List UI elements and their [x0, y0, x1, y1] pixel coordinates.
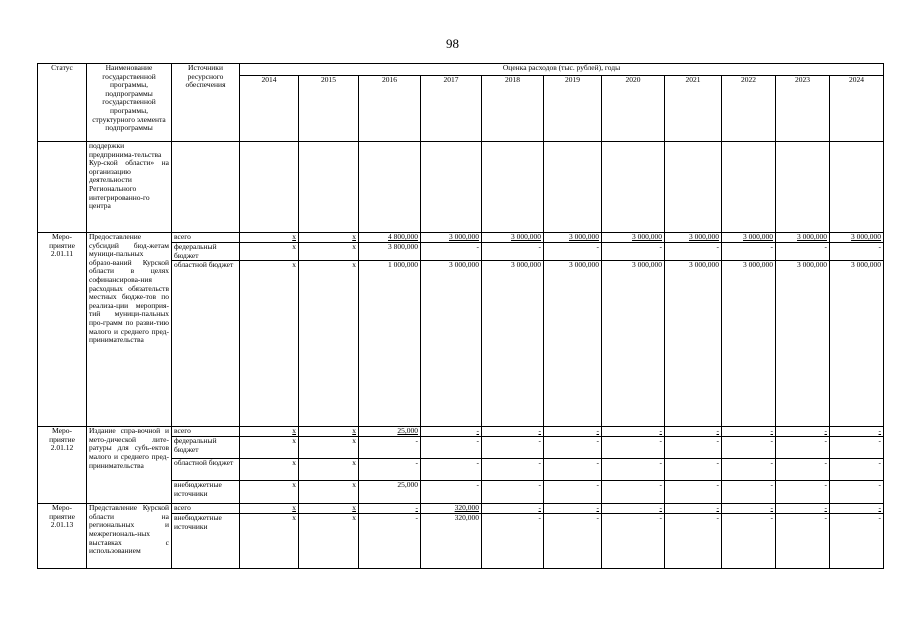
header-year-2024: 2024	[830, 76, 884, 142]
value-cell: 3 000,000	[776, 261, 830, 427]
value-cell: 3 000,000	[722, 261, 776, 427]
value-cell: -	[359, 504, 421, 514]
header-year-2022: 2022	[722, 76, 776, 142]
status-cell: Меро-приятие 2.01.13	[38, 504, 87, 569]
value-cell: x	[240, 243, 299, 261]
value-cell: x	[240, 437, 299, 459]
value-cell: -	[776, 427, 830, 437]
header-year-2018: 2018	[482, 76, 544, 142]
header-name: Наименование государственной программы, подпрограммы государственной программы, структурного элемента подпрограммы	[87, 64, 172, 142]
header-status: Статус	[38, 64, 87, 142]
value-cell: 3 000,000	[544, 233, 602, 243]
value-cell: -	[482, 481, 544, 504]
value-cell: -	[665, 481, 722, 504]
value-cell: -	[602, 514, 665, 569]
value-cell: 3 000,000	[665, 233, 722, 243]
value-cell: x	[299, 437, 359, 459]
value-cell: -	[602, 437, 665, 459]
continuation-source	[172, 142, 240, 233]
value-cell: 3 800,000	[359, 243, 421, 261]
value-cell: x	[299, 427, 359, 437]
value-cell: -	[776, 437, 830, 459]
value-cell: -	[544, 481, 602, 504]
value-cell: -	[665, 504, 722, 514]
value-cell: -	[665, 243, 722, 261]
value-cell: -	[830, 427, 884, 437]
value-cell: -	[776, 514, 830, 569]
value-cell: -	[722, 427, 776, 437]
value-cell: -	[602, 459, 665, 481]
measure-name-cell: Представление Курской области на региональных и межрегиональ-ных выставках с использованием	[87, 504, 172, 569]
value-cell: 3 000,000	[722, 233, 776, 243]
source-cell: федеральный бюджет	[172, 437, 240, 459]
value-cell: -	[482, 243, 544, 261]
value-cell: -	[722, 459, 776, 481]
value-cell: x	[240, 427, 299, 437]
source-cell: внебюджетные источники	[172, 481, 240, 504]
header-year-2019: 2019	[544, 76, 602, 142]
value-cell: 25,000	[359, 481, 421, 504]
header-year-2020: 2020	[602, 76, 665, 142]
value-cell: x	[299, 233, 359, 243]
value-cell: -	[602, 504, 665, 514]
source-cell: всего	[172, 504, 240, 514]
value-cell: -	[359, 514, 421, 569]
table-row	[38, 233, 884, 243]
value-cell: 3 000,000	[421, 233, 482, 243]
source-cell: всего	[172, 427, 240, 437]
value-cell: x	[240, 261, 299, 427]
value-cell: -	[776, 504, 830, 514]
value-cell: -	[421, 243, 482, 261]
value-cell: 3 000,000	[665, 261, 722, 427]
value-cell: -	[482, 514, 544, 569]
header-year-2021: 2021	[665, 76, 722, 142]
source-cell: областной бюджет	[172, 261, 240, 427]
value-cell: -	[776, 459, 830, 481]
continuation-name: поддержки предпринима-тельства Кур-ской области» на организацию деятельности Регионального интегрированно-го центра	[87, 142, 172, 233]
table-row	[38, 427, 884, 437]
header-sources: Источники ресурсного обеспечения	[172, 64, 240, 142]
value-cell: -	[830, 514, 884, 569]
value-cell: -	[544, 504, 602, 514]
value-cell: 3 000,000	[482, 233, 544, 243]
value-cell: -	[544, 243, 602, 261]
value-cell: -	[544, 459, 602, 481]
header-year-2014: 2014	[240, 76, 299, 142]
value-cell: 3 000,000	[830, 233, 884, 243]
value-cell: -	[482, 504, 544, 514]
value-cell: x	[299, 514, 359, 569]
table-row	[38, 504, 884, 514]
continuation-status	[38, 142, 87, 233]
value-cell: -	[602, 243, 665, 261]
header-year-2023: 2023	[776, 76, 830, 142]
value-cell: 4 800,000	[359, 233, 421, 243]
value-cell: -	[421, 459, 482, 481]
value-cell: -	[776, 243, 830, 261]
value-cell: 1 000,000	[359, 261, 421, 427]
value-cell: x	[299, 504, 359, 514]
value-cell: -	[665, 459, 722, 481]
value-cell: -	[602, 481, 665, 504]
value-cell: x	[240, 233, 299, 243]
value-cell: -	[722, 514, 776, 569]
value-cell: x	[299, 243, 359, 261]
value-cell: x	[299, 261, 359, 427]
header-year-2015: 2015	[299, 76, 359, 142]
value-cell: -	[602, 427, 665, 437]
value-cell: -	[482, 459, 544, 481]
value-cell: -	[830, 459, 884, 481]
header-year-2016: 2016	[359, 76, 421, 142]
value-cell: 3 000,000	[602, 261, 665, 427]
value-cell: 3 000,000	[776, 233, 830, 243]
value-cell: 3 000,000	[421, 261, 482, 427]
value-cell: -	[544, 427, 602, 437]
value-cell: -	[482, 427, 544, 437]
value-cell: 3 000,000	[830, 261, 884, 427]
header-row	[38, 64, 884, 76]
status-cell: Меро-приятие 2.01.11	[38, 233, 87, 427]
value-cell: -	[722, 243, 776, 261]
value-cell: -	[665, 437, 722, 459]
value-cell: 3 000,000	[602, 233, 665, 243]
continuation-row	[38, 142, 884, 233]
value-cell: -	[722, 481, 776, 504]
value-cell: x	[299, 459, 359, 481]
value-cell: -	[421, 481, 482, 504]
value-cell: -	[544, 514, 602, 569]
value-cell: 320,000	[421, 514, 482, 569]
value-cell: -	[722, 437, 776, 459]
value-cell: -	[665, 427, 722, 437]
value-cell: -	[665, 514, 722, 569]
budget-table	[37, 63, 884, 569]
value-cell: -	[776, 481, 830, 504]
value-cell: -	[359, 459, 421, 481]
value-cell: -	[830, 437, 884, 459]
source-cell: федеральный бюджет	[172, 243, 240, 261]
value-cell: x	[240, 481, 299, 504]
value-cell: -	[421, 427, 482, 437]
value-cell: 3 000,000	[482, 261, 544, 427]
value-cell: -	[482, 437, 544, 459]
value-cell: x	[240, 504, 299, 514]
source-cell: всего	[172, 233, 240, 243]
value-cell: x	[240, 514, 299, 569]
value-cell: 320,000	[421, 504, 482, 514]
header-estimate: Оценка расходов (тыс. рублей), годы	[240, 64, 884, 76]
value-cell: -	[359, 437, 421, 459]
value-cell: -	[722, 504, 776, 514]
value-cell: 25,000	[359, 427, 421, 437]
measure-name-cell: Издание спра-вочной и мето-дической лите-ратуры для субъ-ектов малого и среднего пред-принимательства	[87, 427, 172, 504]
source-cell: внебюджетные источники	[172, 514, 240, 569]
value-cell: 3 000,000	[544, 261, 602, 427]
source-cell: областной бюджет	[172, 459, 240, 481]
value-cell: -	[421, 437, 482, 459]
value-cell: -	[830, 504, 884, 514]
value-cell: -	[544, 437, 602, 459]
status-cell: Меро-приятие 2.01.12	[38, 427, 87, 504]
page-number: 98	[446, 36, 459, 51]
header-year-2017: 2017	[421, 76, 482, 142]
value-cell: -	[830, 243, 884, 261]
measure-name-cell: Предоставление субсидий бюд-жетам муници-пальных образо-ваний Курской области в целях софинансирова-ния расходных обязательств местных бюдже-тов по реализа-ции мероприя-тий муници-пальных про-грамм по разви-тию малого и среднего пред-принимательства	[87, 233, 172, 427]
value-cell: -	[830, 481, 884, 504]
value-cell: x	[299, 481, 359, 504]
value-cell: x	[240, 459, 299, 481]
